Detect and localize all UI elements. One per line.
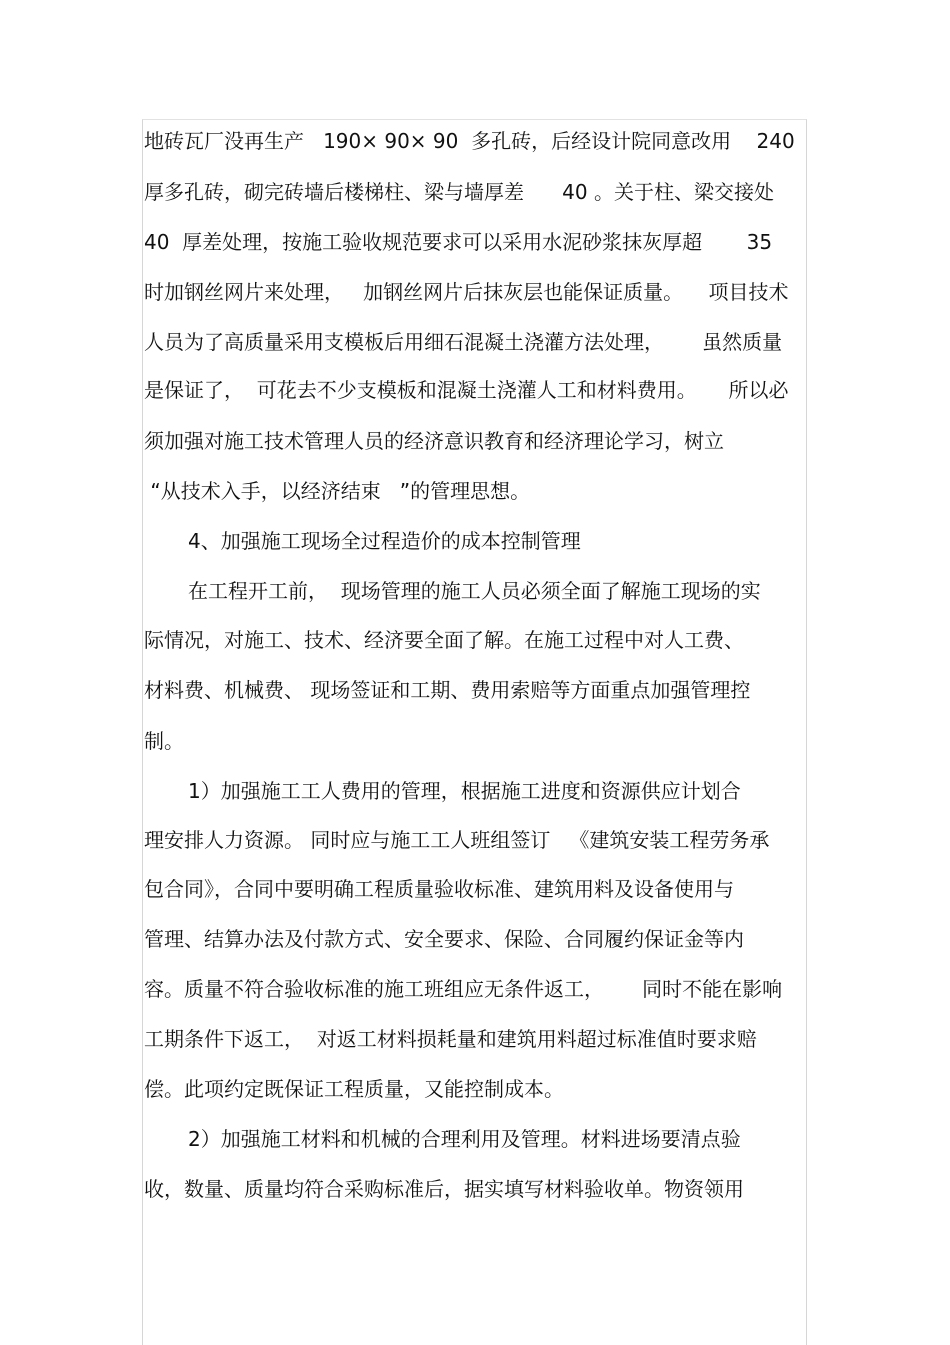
text-line: 2）加强施工材料和机械的合理利用及管理。材料进场要清点验: [188, 1127, 741, 1151]
text-line: 须加强对施工技术管理人员的经济意识教育和经济理论学习，树立: [144, 429, 724, 453]
text-line: 工期条件下返工， 对返工材料损耗量和建筑用料超过标准值时要求赔: [144, 1027, 757, 1051]
text-line: 40 厚差处理，按施工验收规范要求可以采用水泥砂浆抹灰厚超 35: [144, 230, 773, 254]
text-line: 包合同》，合同中要明确工程质量验收标准、建筑用料及设备使用与: [144, 877, 734, 901]
section-heading: 4、加强施工现场全过程造价的成本控制管理: [188, 529, 581, 553]
text-line: 偿。此项约定既保证工程质量，又能控制成本。: [144, 1077, 564, 1101]
text-line: 收，数量、质量均符合采购标准后，据实填写材料验收单。物资领用: [144, 1177, 744, 1201]
text-line: 人员为了高质量采用支模板后用细石混凝土浇灌方法处理， 虽然质量: [144, 330, 783, 354]
text-line: 时加钢丝网片来处理， 加钢丝网片后抹灰层也能保证质量。 项目技术: [144, 280, 789, 304]
text-line: 在工程开工前， 现场管理的施工人员必须全面了解施工现场的实: [188, 579, 761, 603]
text-line: 制。: [144, 729, 184, 753]
text-line: 管理、结算办法及付款方式、安全要求、保险、合同履约保证金等内: [144, 927, 744, 951]
text-line: 地砖瓦厂没再生产 190× 90× 90 多孔砖，后经设计院同意改用 240: [144, 129, 795, 153]
text-line: 1）加强施工工人费用的管理，根据施工进度和资源供应计划合: [188, 779, 741, 803]
text-line: “从技术入手，以经济结束 ”的管理思想。: [144, 479, 531, 503]
text-line: 材料费、机械费、 现场签证和工期、费用索赔等方面重点加强管理控: [144, 678, 751, 702]
text-line: 际情况，对施工、技术、经济要全面了解。在施工过程中对人工费、: [144, 628, 744, 652]
text-line: 容。质量不符合验收标准的施工班组应无条件返工， 同时不能在影响: [144, 977, 783, 1001]
text-line: 理安排人力资源。 同时应与施工工人班组签订 《建筑安装工程劳务承: [144, 828, 770, 852]
text-line: 是保证了， 可花去不少支模板和混凝土浇灌人工和材料费用。 所以必: [144, 378, 789, 402]
text-line: 厚多孔砖，砌完砖墙后楼梯柱、梁与墙厚差 40 。关于柱、梁交接处: [144, 180, 774, 204]
